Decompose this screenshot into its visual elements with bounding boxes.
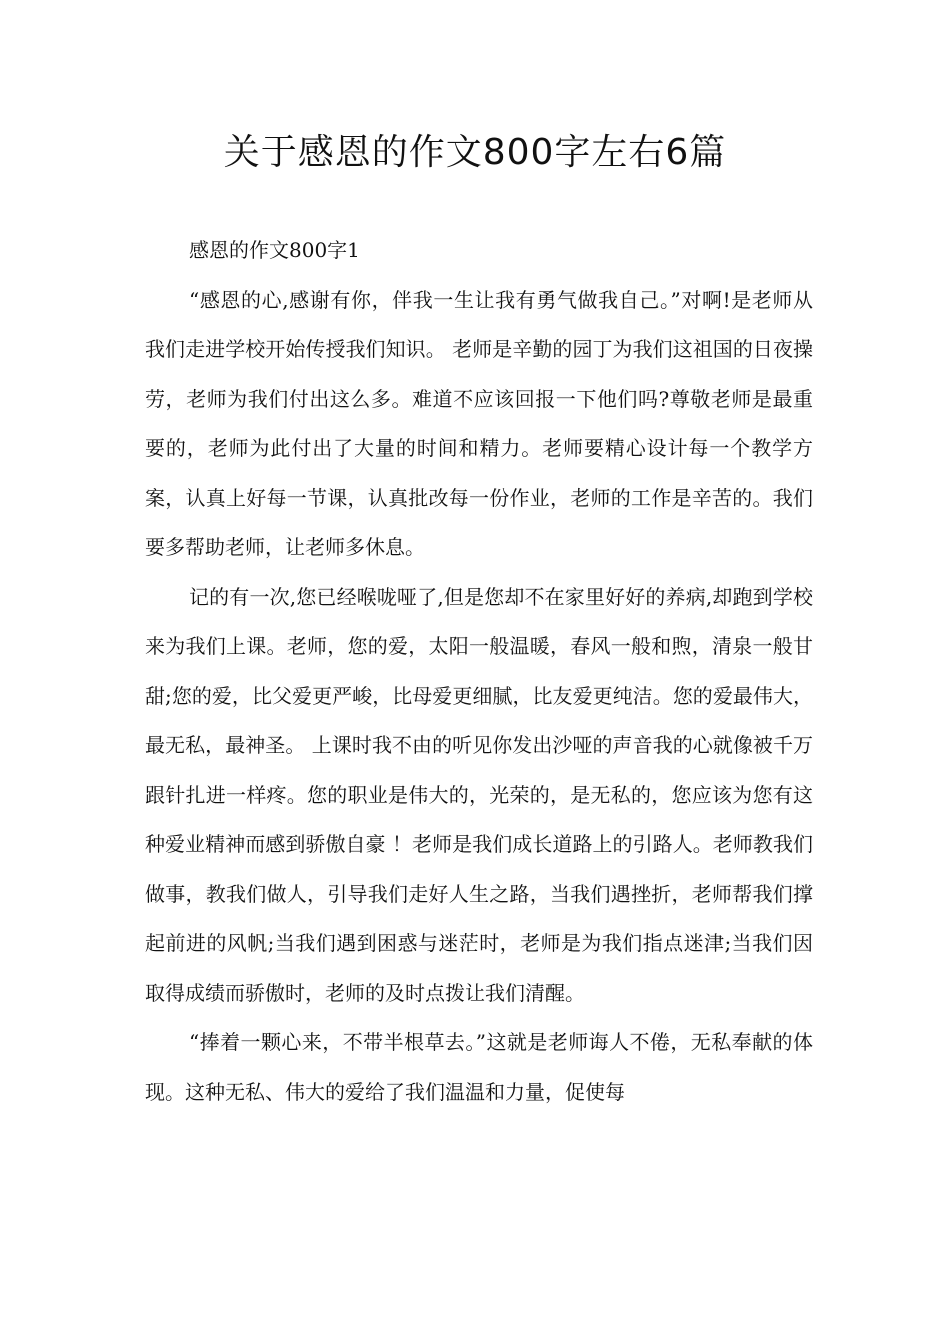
paragraph: “感恩的心,感谢有你，伴我一生让我有勇气做我自己。”对啊!是老师从我们走进学校开始传授我们知识。 老师是辛勤的园丁为我们这祖国的日夜操劳，老师为我们付出这么多。难道不应该回报一下他们吗?尊敬老师是最重要的，老师为此付出了大量的时间和精力。老师要精心设计每一个教学方案，认真上好每一节课，认真批改每一份作业，老师的工作是辛苦的。我们要多帮助老师，让老师多休息。	[145, 287, 813, 559]
document-title: 关于感恩的作文800字左右6篇	[223, 132, 727, 173]
document-body	[145, 226, 813, 1117]
section-heading: 感恩的作文800字1	[189, 238, 360, 262]
paragraph: “捧着一颗心来，不带半根草去。”这就是老师诲人不倦，无私奉献的体现。这种无私、伟大的爱给了我们温温和力量，促使每	[145, 1030, 813, 1104]
paragraph: 记的有一次,您已经喉咙哑了,但是您却不在家里好好的养病,却跑到学校来为我们上课。老师，您的爱，太阳一般温暖，春风一般和煦，清泉一般甘甜;您的爱，比父爱更严峻，比母爱更细腻，比友爱更纯洁。您的爱最伟大，最无私，最神圣。 上课时我不由的听见你发出沙哑的声音我的心就像被千万跟针扎进一样疼。您的职业是伟大的，光荣的，是无私的，您应该为您有这种爱业精神而感到骄傲自豪 ！老师是我们成长道路上的引路人。老师教我们做事，教我们做人，引导我们走好人生之路，当我们遇挫折，老师帮我们撑起前进的风帆;当我们遇到困惑与迷茫时，老师是为我们指点迷津;当我们因取得成绩而骄傲时，老师的及时点拨让我们清醒。	[145, 584, 813, 1005]
